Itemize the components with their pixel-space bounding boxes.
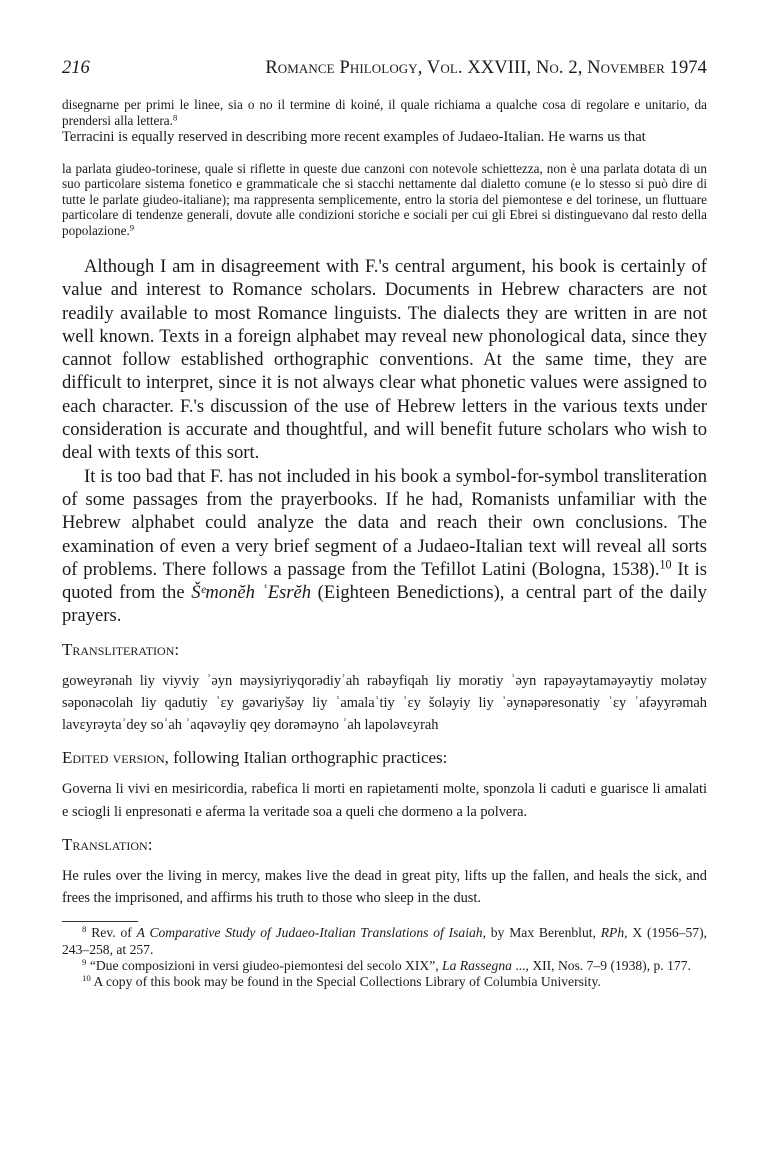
- page-number: 216: [62, 58, 90, 78]
- footnote-divider: [62, 921, 138, 922]
- footnote-ref: 8: [172, 111, 178, 122]
- page: [62, 58, 707, 991]
- label-rest: , following Italian orthographic practices:: [164, 748, 448, 768]
- quote-text: la parlata giudeo-torinese, quale si riflette in queste due canzoni con notevole schiettezza, non è una parlata dotata di un suo particolare sistema fonetico e grammaticale che si stacchi nettamente dal dialetto comune (e lo stesso si può dire di tutte le parlate giudeo-italiane); ma rappresenta semplicemente, entro la storia del piemontese e del torinese, un fluttuare particolare di tendenze generali, dovute alle condizioni storiche e sociali per cui gli Ebrei si distinguevano dal resto della popolazione.: [62, 160, 707, 238]
- body-paragraph: [62, 465, 707, 628]
- section-label: Transliteration:: [62, 639, 180, 659]
- quote-text: disegnarne per primi le linee, sia o no il termine di koiné, il quale richiama a qualche cosa di regolare e unitario, da prendersi alla lettera.: [62, 97, 707, 128]
- footnote-text: A copy of this book may be found in the Special Collections Library of Columbia University.: [93, 974, 601, 990]
- label-smallcaps: Edited version: [62, 748, 165, 768]
- footnote-text: , X (1956–57), 243–258, at 257.: [62, 925, 707, 957]
- footnote: [62, 958, 707, 974]
- transliteration-text: goweyrənah liy viyviy ʾəyn məysiyriyqorədiyʾah rabəyfiqah liy morətiy ʾəyn rapəyəytaməyəytiy molətəy səponəcolah liy qadutiy ʾɛy gəvariyšəy liy ʾamalaʾtiy ʾɛy šoləyiy liy ʾəynəpəresonatiy ʾɛy ʾafəyyrəmah lavɛyrəytaʾdey soʾah ʾaqəvəyliy qey dorəməyno ʾah lapoləvɛyrah: [62, 672, 707, 734]
- block-quote: [62, 161, 707, 239]
- page-header: [62, 58, 707, 79]
- hebrew-title: Šᵉmonĕh ʿEsrĕh: [191, 582, 312, 604]
- journal-abbrev: RPh: [600, 925, 625, 941]
- section-label: [62, 748, 707, 768]
- footnote-number: 9: [82, 957, 87, 968]
- edited-version-text: Governa li vivi en mesiricordia, rabefica li morti en rapietamenti molte, sponzola li caduti e guarisce li amalati e sciogli li enpresonati e aferma la veritade soa a queli che dormeno a la polvera.: [62, 781, 707, 820]
- footnote-text: ..., XII, Nos. 7–9 (1938), p. 177.: [511, 957, 691, 973]
- footnote-ref: 10: [659, 557, 672, 572]
- paragraph-text: It is quoted from the: [62, 558, 707, 604]
- translation-text: He rules over the living in mercy, makes live the dead in great pity, lifts up the fallen, and heals the sick, and frees the imprisoned, and affirms his truth to those who sleep in the dust.: [62, 867, 707, 906]
- footnote-text: Rev. of: [91, 925, 137, 941]
- journal-title: La Rassegna: [442, 957, 512, 973]
- intro-paragraph: Terracini is equally reserved in describing more recent examples of Judaeo-Italian. He warns us that: [62, 129, 646, 145]
- paragraph-text: It is too bad that F. has not included in his book a symbol-for-symbol transliteration of some passages from the prayerbooks. If he had, Romanists unfamiliar with the Hebrew alphabet could analyze the data and reach their own conclusions. The examination of even a very brief segment of a Judaeo-Italian text will reveal all sorts of problems. There follows a passage from the Tefillot Latini (Bologna, 1538).: [62, 465, 707, 580]
- footnote-text: “Due composizioni in versi giudeo-piemontesi del secolo XIX”,: [89, 957, 443, 973]
- body-paragraph: Although I am in disagreement with F.'s central argument, his book is certainly of value and interest to Romance scholars. Documents in Hebrew characters are not readily available to most Romance linguists. The dialects they are written in are not well known. Texts in a foreign alphabet may reveal new phonological data, since they cannot follow established orthographic conventions. At the same time, they are difficult to interpret, since it is not always clear what phonetic values were assigned to each character. F.'s discussion of the use of Hebrew letters in the various texts under consideration is accurate and thoughtful, and will benefit future scholars who wish to deal with texts of this sort.: [62, 256, 707, 464]
- footnote-ref: 9: [129, 221, 135, 232]
- footnote-text: , by Max Berenblut,: [482, 925, 601, 941]
- running-head: Romance Philology, Vol. XXVIII, No. 2, November 1974: [265, 58, 707, 78]
- paragraph-text: (Eighteen Benedictions), a central part of the daily prayers.: [62, 582, 707, 627]
- cited-title: A Comparative Study of Judaeo-Italian Translations of Isaiah: [136, 925, 483, 941]
- footnote-number: 10: [82, 973, 91, 984]
- footnote-number: 8: [82, 924, 87, 935]
- footnote: [62, 925, 707, 958]
- section-label: Translation:: [62, 834, 153, 854]
- block-quote-continuation: [62, 97, 707, 128]
- footnote: [62, 974, 707, 990]
